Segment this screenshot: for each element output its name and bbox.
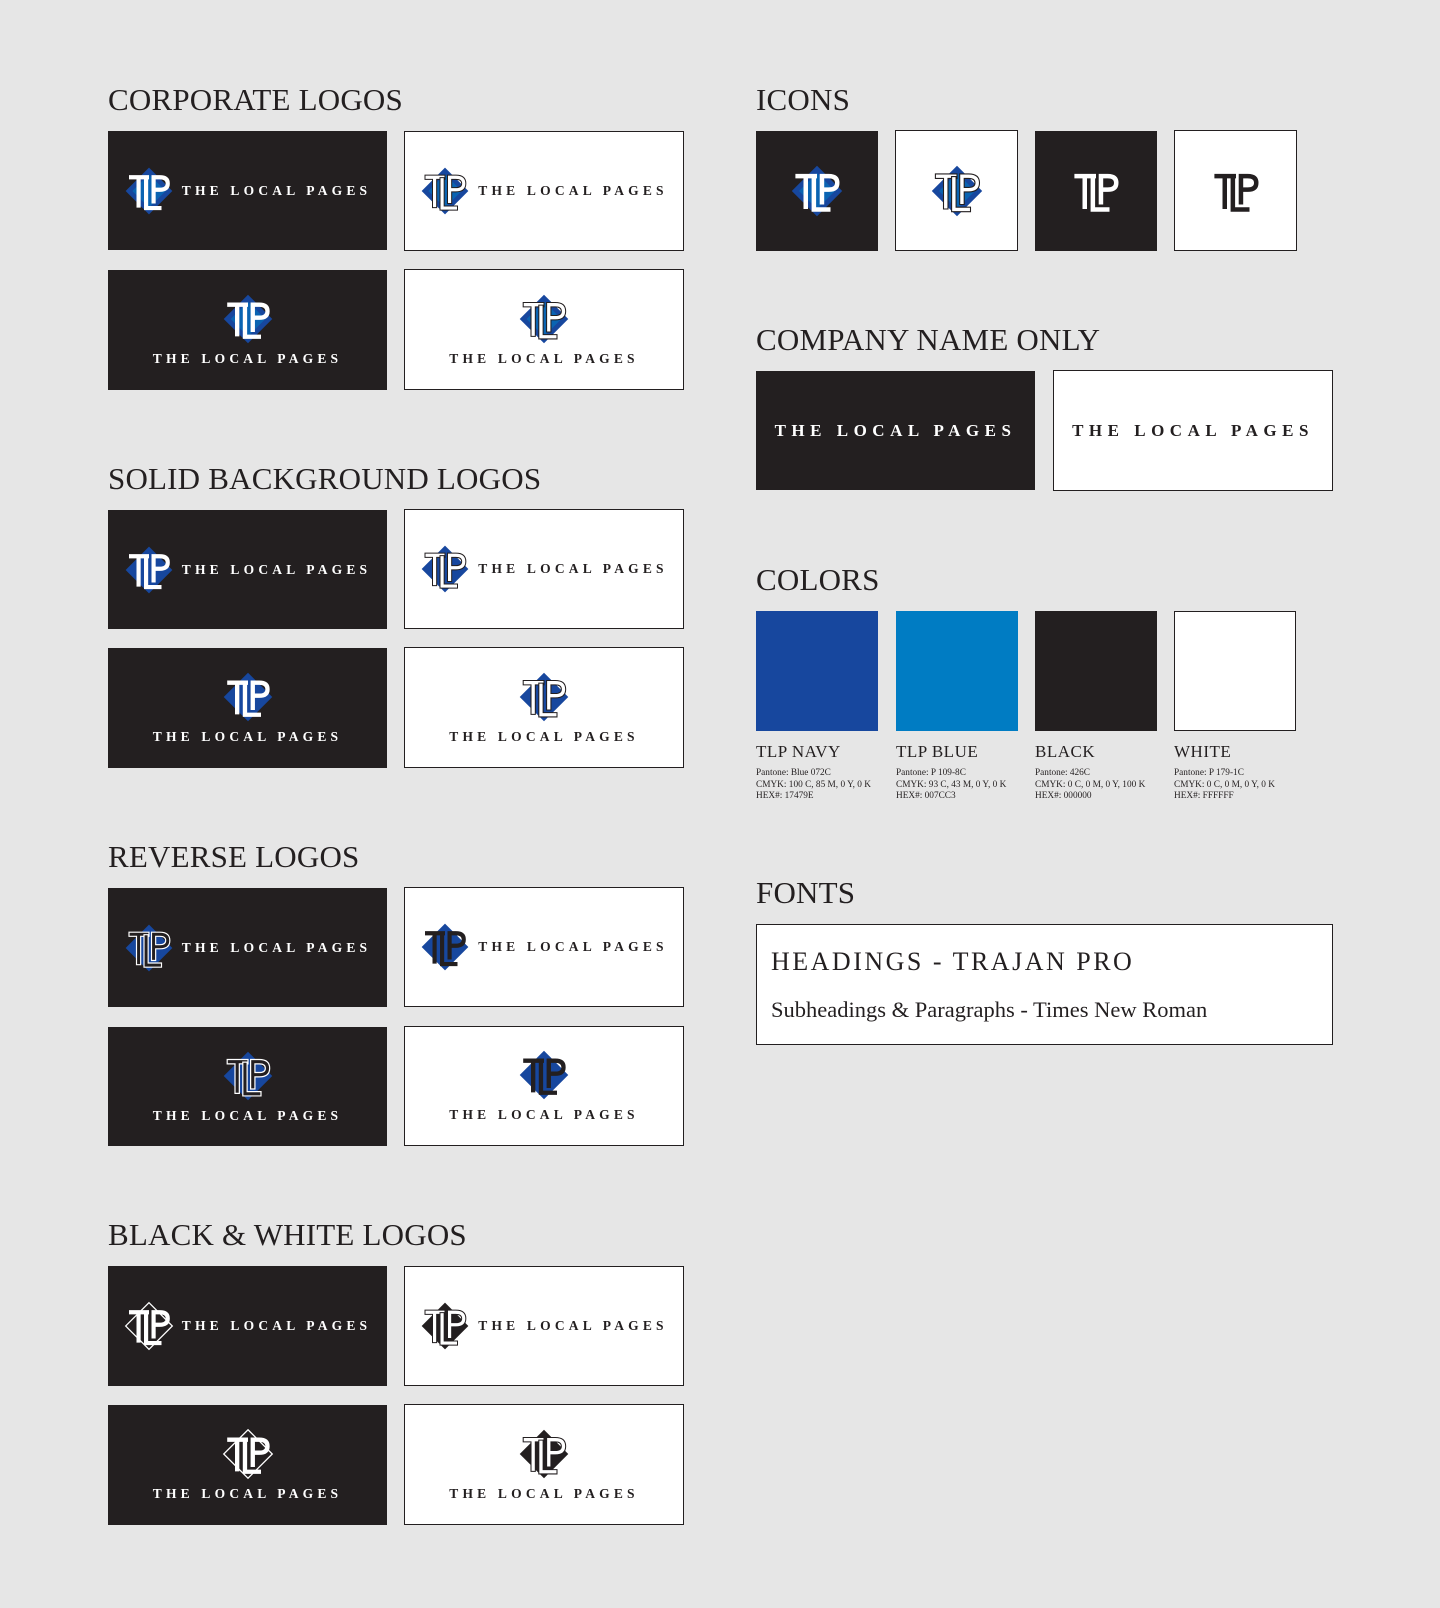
reverse-logo-horizontal-dark xyxy=(108,888,387,1007)
color-specs xyxy=(896,768,1006,803)
color-swatch-white xyxy=(1174,611,1296,731)
tlp-monogram-icon xyxy=(930,164,984,218)
color-specs xyxy=(1035,768,1145,803)
color-cmyk: CMYK: 0 C, 0 M, 0 Y, 0 K xyxy=(1174,779,1275,790)
color-specs xyxy=(1174,768,1275,803)
color-cmyk: CMYK: 100 C, 85 M, 0 Y, 0 K xyxy=(756,779,871,790)
company-wordmark: THE LOCAL PAGES xyxy=(478,939,668,954)
tlp-monogram-icon xyxy=(222,293,274,345)
reverse-logo-stacked-dark xyxy=(108,1027,387,1146)
fonts-heading: FONTS xyxy=(756,875,856,910)
color-pantone: Pantone: Blue 072C xyxy=(756,768,831,778)
tlp-monogram-icon xyxy=(518,293,570,345)
color-swatch-black xyxy=(1035,611,1157,731)
company-wordmark: THE LOCAL PAGES xyxy=(774,420,1017,440)
bw-logo-stacked-dark xyxy=(108,1405,387,1525)
company-wordmark: THE LOCAL PAGES xyxy=(152,1107,343,1123)
color-name: BLACK xyxy=(1035,742,1096,761)
tlp-monogram-icon xyxy=(518,671,570,723)
company-wordmark: THE LOCAL PAGES xyxy=(1072,420,1314,440)
company-wordmark: THE LOCAL PAGES xyxy=(449,350,639,366)
company-wordmark: THE LOCAL PAGES xyxy=(478,1318,668,1333)
headings-font-sample: HEADINGS - TRAJAN PRO xyxy=(771,947,1135,976)
company-wordmark: THE LOCAL PAGES xyxy=(181,182,372,198)
corporate-logo-horizontal-dark xyxy=(108,131,387,250)
company-wordmark: THE LOCAL PAGES xyxy=(152,1486,343,1501)
corporate-logo-stacked-light xyxy=(404,269,684,390)
tlp-monogram-icon xyxy=(518,1428,570,1480)
icon-mono-dark xyxy=(1035,131,1157,251)
tlp-monogram-icon xyxy=(124,1301,174,1351)
company-wordmark: THE LOCAL PAGES xyxy=(478,561,668,576)
solid-logo-horizontal-light xyxy=(404,509,684,629)
tlp-monogram-icon xyxy=(222,1428,274,1480)
tlp-monogram-icon xyxy=(1069,164,1123,218)
icon-color-dark xyxy=(756,131,878,251)
color-name: WHITE xyxy=(1174,742,1232,761)
company-wordmark: THE LOCAL PAGES xyxy=(181,1318,372,1333)
tlp-monogram-icon xyxy=(1209,164,1263,218)
corporate-logo-horizontal-light xyxy=(404,131,684,251)
paragraph-font-sample: Subheadings & Paragraphs - Times New Roman xyxy=(771,997,1208,1022)
color-name: TLP NAVY xyxy=(756,742,841,761)
tlp-monogram-icon xyxy=(124,923,174,973)
company-name-only-heading: COMPANY NAME ONLY xyxy=(756,322,1101,357)
tlp-monogram-icon xyxy=(420,922,470,972)
color-cmyk: CMYK: 93 C, 43 M, 0 Y, 0 K xyxy=(896,779,1007,790)
tlp-monogram-icon xyxy=(420,166,470,216)
company-wordmark: THE LOCAL PAGES xyxy=(181,561,372,577)
color-hex: HEX#: 007CC3 xyxy=(896,791,956,801)
solid-logo-horizontal-dark xyxy=(108,510,387,629)
company-name-light xyxy=(1053,370,1333,491)
company-wordmark: THE LOCAL PAGES xyxy=(152,729,343,744)
solid-logo-stacked-dark xyxy=(108,648,387,768)
color-specs xyxy=(756,768,871,803)
corporate-logo-stacked-dark xyxy=(108,270,387,390)
solid-logo-stacked-light xyxy=(404,647,684,768)
color-hex: HEX#: FFFFFF xyxy=(1174,791,1234,801)
solid-background-logos-heading: SOLID BACKGROUND LOGOS xyxy=(108,461,542,496)
color-swatch-navy xyxy=(756,611,878,731)
color-pantone: Pantone: P 109-8C xyxy=(896,768,966,778)
bw-logo-horizontal-dark xyxy=(108,1266,387,1386)
corporate-logos-heading: CORPORATE LOGOS xyxy=(108,82,403,117)
company-wordmark: THE LOCAL PAGES xyxy=(181,939,372,955)
color-swatch-blue xyxy=(896,611,1018,731)
reverse-logo-stacked-light xyxy=(404,1026,684,1146)
company-wordmark: THE LOCAL PAGES xyxy=(152,351,343,366)
color-cmyk: CMYK: 0 C, 0 M, 0 Y, 100 K xyxy=(1035,779,1146,790)
colors-heading: COLORS xyxy=(756,562,880,597)
fonts-panel xyxy=(756,924,1333,1045)
color-pantone: Pantone: 426C xyxy=(1035,768,1091,778)
reverse-logos-heading: REVERSE LOGOS xyxy=(108,839,360,874)
color-pantone: Pantone: P 179-1C xyxy=(1174,768,1244,778)
tlp-monogram-icon xyxy=(222,671,274,723)
icon-mono-light xyxy=(1174,130,1297,251)
icons-heading: ICONS xyxy=(756,82,851,117)
color-name: TLP BLUE xyxy=(896,742,979,761)
company-name-dark xyxy=(756,371,1035,490)
bw-logo-stacked-light xyxy=(404,1404,684,1525)
tlp-monogram-icon xyxy=(790,164,844,218)
black-white-logos-heading: BLACK & WHITE LOGOS xyxy=(108,1217,467,1252)
color-hex: HEX#: 000000 xyxy=(1035,791,1092,801)
tlp-monogram-icon xyxy=(124,166,174,216)
icon-color-light xyxy=(895,130,1018,251)
company-wordmark: THE LOCAL PAGES xyxy=(449,1107,639,1122)
tlp-monogram-icon xyxy=(222,1050,274,1102)
color-hex: HEX#: 17479E xyxy=(756,791,814,801)
tlp-monogram-icon xyxy=(420,1301,470,1351)
tlp-monogram-icon xyxy=(124,545,174,595)
company-wordmark: THE LOCAL PAGES xyxy=(449,1485,639,1501)
tlp-monogram-icon xyxy=(420,544,470,594)
bw-logo-horizontal-light xyxy=(404,1266,684,1386)
reverse-logo-horizontal-light xyxy=(404,887,684,1007)
tlp-monogram-icon xyxy=(518,1049,570,1101)
company-wordmark: THE LOCAL PAGES xyxy=(478,183,668,198)
company-wordmark: THE LOCAL PAGES xyxy=(449,728,639,744)
